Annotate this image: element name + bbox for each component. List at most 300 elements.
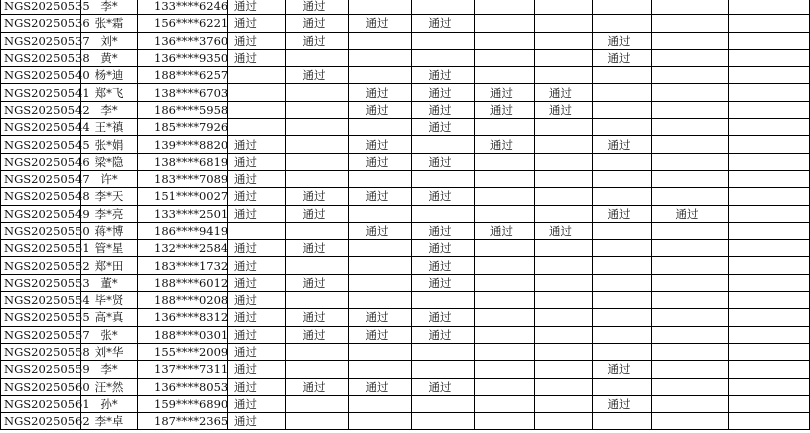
applicant-id-cell: NGS20250559	[1, 361, 81, 378]
result-cell-6	[535, 395, 593, 412]
result-cell-6	[535, 378, 593, 395]
applicant-name-cell: 梁*隐	[81, 153, 138, 170]
result-cell-2: 通过	[286, 378, 349, 395]
result-cell-4: 通过	[412, 378, 475, 395]
result-cell-9	[729, 188, 810, 205]
result-cell-9	[729, 84, 810, 101]
result-cell-1: 通过	[228, 170, 286, 187]
result-cell-9	[729, 32, 810, 49]
result-cell-7	[593, 240, 652, 257]
result-cell-9	[729, 222, 810, 239]
result-cell-7	[593, 378, 652, 395]
result-cell-7: 通过	[593, 205, 652, 222]
applicant-name-cell: 李*亮	[81, 205, 138, 222]
result-cell-7	[593, 84, 652, 101]
applicant-name-cell: 汪*然	[81, 378, 138, 395]
table-row	[1, 222, 810, 239]
phone-cell: 136****8312	[138, 309, 228, 326]
result-cell-8	[652, 101, 729, 118]
result-cell-8	[652, 361, 729, 378]
phone-cell: 187****2365	[138, 413, 228, 430]
result-cell-6	[535, 413, 593, 430]
phone-cell: 183****7089	[138, 170, 228, 187]
result-cell-4	[412, 0, 475, 15]
result-cell-4: 通过	[412, 188, 475, 205]
result-cell-7	[593, 15, 652, 32]
result-cell-2	[286, 119, 349, 136]
result-cell-9	[729, 240, 810, 257]
applicant-id-cell: NGS20250544	[1, 119, 81, 136]
result-cell-8	[652, 119, 729, 136]
result-cell-8	[652, 240, 729, 257]
result-cell-9	[729, 413, 810, 430]
result-cell-7: 通过	[593, 395, 652, 412]
result-cell-5: 通过	[475, 101, 535, 118]
result-cell-7	[593, 153, 652, 170]
result-cell-5	[475, 413, 535, 430]
result-cell-9	[729, 378, 810, 395]
result-cell-2: 通过	[286, 67, 349, 84]
result-cell-4: 通过	[412, 222, 475, 239]
result-cell-3	[349, 49, 412, 66]
applicant-id-cell: NGS20250549	[1, 205, 81, 222]
result-cell-8	[652, 257, 729, 274]
result-cell-6	[535, 188, 593, 205]
result-cell-1: 通过	[228, 240, 286, 257]
result-cell-2	[286, 49, 349, 66]
result-cell-3: 通过	[349, 15, 412, 32]
applicant-name-cell: 李*卓	[81, 413, 138, 430]
applicant-name-cell: 孙*	[81, 395, 138, 412]
result-cell-5	[475, 274, 535, 291]
result-cell-8	[652, 0, 729, 15]
result-cell-7	[593, 413, 652, 430]
applicant-name-cell: 郑*飞	[81, 84, 138, 101]
result-cell-9	[729, 136, 810, 153]
result-cell-2: 通过	[286, 188, 349, 205]
phone-cell: 188****6257	[138, 67, 228, 84]
applicant-id-cell: NGS20250551	[1, 240, 81, 257]
result-cell-1: 通过	[228, 153, 286, 170]
result-cell-9	[729, 395, 810, 412]
result-cell-2	[286, 395, 349, 412]
applicant-name-cell: 蒋*博	[81, 222, 138, 239]
result-cell-7	[593, 67, 652, 84]
result-cell-8	[652, 378, 729, 395]
result-cell-6	[535, 205, 593, 222]
applicant-id-cell: NGS20250537	[1, 32, 81, 49]
phone-cell: 188****0301	[138, 326, 228, 343]
result-cell-7	[593, 257, 652, 274]
result-cell-4: 通过	[412, 101, 475, 118]
result-cell-9	[729, 343, 810, 360]
result-cell-9	[729, 292, 810, 309]
result-cell-4	[412, 343, 475, 360]
result-cell-3: 通过	[349, 378, 412, 395]
table-row	[1, 343, 810, 360]
result-cell-4: 通过	[412, 119, 475, 136]
result-cell-7	[593, 170, 652, 187]
result-cell-5	[475, 257, 535, 274]
result-cell-8	[652, 153, 729, 170]
result-cell-6: 通过	[535, 101, 593, 118]
result-cell-5	[475, 153, 535, 170]
phone-cell: 186****9419	[138, 222, 228, 239]
phone-cell: 188****0208	[138, 292, 228, 309]
result-cell-5	[475, 309, 535, 326]
phone-cell: 136****8053	[138, 378, 228, 395]
result-cell-8	[652, 170, 729, 187]
applicant-id-cell: NGS20250555	[1, 309, 81, 326]
result-cell-6	[535, 0, 593, 15]
applicant-name-cell: 王*禛	[81, 119, 138, 136]
result-cell-2	[286, 257, 349, 274]
result-cell-7: 通过	[593, 49, 652, 66]
applicant-name-cell: 李*	[81, 361, 138, 378]
result-cell-4	[412, 170, 475, 187]
phone-cell: 138****6819	[138, 153, 228, 170]
applicant-name-cell: 许*	[81, 170, 138, 187]
table-row	[1, 309, 810, 326]
phone-cell: 185****7926	[138, 119, 228, 136]
result-cell-3: 通过	[349, 84, 412, 101]
result-cell-8	[652, 292, 729, 309]
result-cell-5	[475, 205, 535, 222]
table-row	[1, 67, 810, 84]
result-cell-8	[652, 222, 729, 239]
applicant-id-cell: NGS20250550	[1, 222, 81, 239]
result-cell-9	[729, 170, 810, 187]
result-cell-3	[349, 240, 412, 257]
result-cell-8	[652, 309, 729, 326]
result-cell-3	[349, 119, 412, 136]
applicant-name-cell: 张*娟	[81, 136, 138, 153]
table-row	[1, 136, 810, 153]
result-cell-2: 通过	[286, 274, 349, 291]
result-cell-7	[593, 343, 652, 360]
phone-cell: 133****6246	[138, 0, 228, 15]
result-cell-3	[349, 292, 412, 309]
result-cell-7	[593, 101, 652, 118]
result-cell-3: 通过	[349, 326, 412, 343]
result-cell-2	[286, 222, 349, 239]
result-cell-1: 通过	[228, 395, 286, 412]
phone-cell: 133****2501	[138, 205, 228, 222]
phone-cell: 151****0027	[138, 188, 228, 205]
applicant-name-cell: 刘*	[81, 32, 138, 49]
result-cell-2	[286, 343, 349, 360]
result-cell-2	[286, 84, 349, 101]
result-cell-3: 通过	[349, 188, 412, 205]
phone-cell: 137****7311	[138, 361, 228, 378]
result-cell-1	[228, 222, 286, 239]
result-cell-1: 通过	[228, 257, 286, 274]
result-cell-7	[593, 309, 652, 326]
result-cell-2: 通过	[286, 326, 349, 343]
result-cell-5	[475, 378, 535, 395]
result-cell-8	[652, 136, 729, 153]
result-cell-7	[593, 0, 652, 15]
result-cell-3: 通过	[349, 136, 412, 153]
applicant-name-cell: 李*	[81, 0, 138, 15]
result-cell-5	[475, 361, 535, 378]
applicant-name-cell: 李*	[81, 101, 138, 118]
result-cell-9	[729, 361, 810, 378]
result-cell-4	[412, 32, 475, 49]
applicant-id-cell: NGS20250535	[1, 0, 81, 15]
result-cell-4	[412, 361, 475, 378]
result-cell-2	[286, 153, 349, 170]
result-cell-4: 通过	[412, 15, 475, 32]
result-cell-1: 通过	[228, 343, 286, 360]
table-row	[1, 205, 810, 222]
table-row	[1, 49, 810, 66]
table-row	[1, 84, 810, 101]
result-cell-2	[286, 170, 349, 187]
result-cell-8	[652, 15, 729, 32]
result-cell-5	[475, 49, 535, 66]
result-cell-2: 通过	[286, 309, 349, 326]
applicant-id-cell: NGS20250538	[1, 49, 81, 66]
result-cell-2: 通过	[286, 0, 349, 15]
result-cell-6: 通过	[535, 84, 593, 101]
result-cell-4: 通过	[412, 274, 475, 291]
applicant-id-cell: NGS20250536	[1, 15, 81, 32]
phone-cell: 138****6703	[138, 84, 228, 101]
result-cell-6	[535, 309, 593, 326]
applicant-id-cell: NGS20250554	[1, 292, 81, 309]
table-row	[1, 32, 810, 49]
result-cell-6	[535, 292, 593, 309]
result-cell-9	[729, 119, 810, 136]
applicant-name-cell: 张*霜	[81, 15, 138, 32]
result-cell-6	[535, 32, 593, 49]
applicant-name-cell: 杨*迪	[81, 67, 138, 84]
result-cell-1	[228, 67, 286, 84]
table-row	[1, 153, 810, 170]
applicant-id-cell: NGS20250548	[1, 188, 81, 205]
result-cell-2: 通过	[286, 240, 349, 257]
result-cell-1: 通过	[228, 378, 286, 395]
result-cell-9	[729, 257, 810, 274]
applicant-id-cell: NGS20250545	[1, 136, 81, 153]
result-cell-3: 通过	[349, 101, 412, 118]
table-row	[1, 395, 810, 412]
result-cell-4: 通过	[412, 309, 475, 326]
result-cell-2	[286, 292, 349, 309]
result-cell-9	[729, 67, 810, 84]
result-cell-8	[652, 188, 729, 205]
applicant-id-cell: NGS20250561	[1, 395, 81, 412]
table-row	[1, 15, 810, 32]
result-cell-2	[286, 413, 349, 430]
table-row	[1, 292, 810, 309]
result-cell-4: 通过	[412, 67, 475, 84]
applicant-name-cell: 黄*	[81, 49, 138, 66]
result-cell-5	[475, 343, 535, 360]
result-cell-6	[535, 343, 593, 360]
result-cell-9	[729, 0, 810, 15]
result-cell-5	[475, 326, 535, 343]
result-cell-5	[475, 0, 535, 15]
result-cell-6	[535, 67, 593, 84]
applicant-name-cell: 张*	[81, 326, 138, 343]
result-cell-3: 通过	[349, 153, 412, 170]
result-cell-7	[593, 119, 652, 136]
table-row	[1, 413, 810, 430]
result-cell-7	[593, 326, 652, 343]
result-cell-2	[286, 361, 349, 378]
result-cell-3: 通过	[349, 309, 412, 326]
result-cell-4	[412, 395, 475, 412]
result-cell-6	[535, 274, 593, 291]
phone-cell: 159****6890	[138, 395, 228, 412]
result-cell-6	[535, 153, 593, 170]
result-cell-2: 通过	[286, 15, 349, 32]
result-cell-3	[349, 205, 412, 222]
result-cell-1: 通过	[228, 361, 286, 378]
result-cell-8: 通过	[652, 205, 729, 222]
result-cell-2	[286, 136, 349, 153]
result-cell-7: 通过	[593, 136, 652, 153]
result-cell-5	[475, 15, 535, 32]
result-cell-4: 通过	[412, 84, 475, 101]
result-cell-1: 通过	[228, 292, 286, 309]
applicant-name-cell: 郑*田	[81, 257, 138, 274]
result-cell-9	[729, 101, 810, 118]
phone-cell: 155****2009	[138, 343, 228, 360]
table-row	[1, 361, 810, 378]
phone-cell: 156****6221	[138, 15, 228, 32]
applicant-id-cell: NGS20250562	[1, 413, 81, 430]
result-cell-9	[729, 15, 810, 32]
result-cell-5	[475, 170, 535, 187]
result-cell-8	[652, 84, 729, 101]
result-cell-4	[412, 205, 475, 222]
applicant-id-cell: NGS20250557	[1, 326, 81, 343]
result-cell-4: 通过	[412, 153, 475, 170]
result-cell-1	[228, 101, 286, 118]
table-row	[1, 274, 810, 291]
result-cell-6	[535, 361, 593, 378]
applicant-name-cell: 李*天	[81, 188, 138, 205]
result-cell-8	[652, 32, 729, 49]
phone-cell: 188****6012	[138, 274, 228, 291]
result-cell-5	[475, 119, 535, 136]
result-cell-9	[729, 205, 810, 222]
result-cell-1	[228, 119, 286, 136]
result-cell-1: 通过	[228, 274, 286, 291]
result-cell-1: 通过	[228, 413, 286, 430]
result-cell-3: 通过	[349, 222, 412, 239]
result-cell-4	[412, 49, 475, 66]
result-cell-3	[349, 274, 412, 291]
phone-cell: 139****8820	[138, 136, 228, 153]
result-cell-6: 通过	[535, 222, 593, 239]
phone-cell: 183****1732	[138, 257, 228, 274]
result-cell-1: 通过	[228, 0, 286, 15]
result-cell-4: 通过	[412, 240, 475, 257]
result-cell-5: 通过	[475, 136, 535, 153]
applicant-id-cell: NGS20250553	[1, 274, 81, 291]
result-cell-6	[535, 136, 593, 153]
result-cell-6	[535, 257, 593, 274]
result-cell-3	[349, 0, 412, 15]
applicant-id-cell: NGS20250540	[1, 67, 81, 84]
applicant-name-cell: 董*	[81, 274, 138, 291]
result-cell-6	[535, 326, 593, 343]
table-row	[1, 326, 810, 343]
applicant-id-cell: NGS20250552	[1, 257, 81, 274]
result-cell-1: 通过	[228, 136, 286, 153]
result-cell-4	[412, 136, 475, 153]
table-row	[1, 170, 810, 187]
result-cell-5	[475, 188, 535, 205]
result-cell-3	[349, 395, 412, 412]
phone-cell: 132****2584	[138, 240, 228, 257]
applicant-id-cell: NGS20250547	[1, 170, 81, 187]
result-cell-8	[652, 67, 729, 84]
result-cell-9	[729, 274, 810, 291]
result-cell-6	[535, 49, 593, 66]
applicant-name-cell: 高*真	[81, 309, 138, 326]
table-row	[1, 240, 810, 257]
result-cell-7	[593, 222, 652, 239]
applicant-id-cell: NGS20250541	[1, 84, 81, 101]
table-row	[1, 101, 810, 118]
table-row	[1, 378, 810, 395]
result-cell-8	[652, 49, 729, 66]
result-cell-6	[535, 170, 593, 187]
result-cell-1: 通过	[228, 49, 286, 66]
result-cell-1: 通过	[228, 205, 286, 222]
result-cell-9	[729, 49, 810, 66]
result-cell-3	[349, 32, 412, 49]
result-cell-8	[652, 413, 729, 430]
table-body	[1, 0, 810, 430]
result-cell-5: 通过	[475, 222, 535, 239]
result-cell-2: 通过	[286, 32, 349, 49]
phone-cell: 136****3760	[138, 32, 228, 49]
result-cell-4	[412, 292, 475, 309]
applicant-id-cell: NGS20250558	[1, 343, 81, 360]
result-cell-9	[729, 326, 810, 343]
result-cell-7: 通过	[593, 32, 652, 49]
table-row	[1, 257, 810, 274]
result-cell-7	[593, 274, 652, 291]
table-row	[1, 188, 810, 205]
phone-cell: 186****5958	[138, 101, 228, 118]
result-cell-9	[729, 153, 810, 170]
result-cell-2: 通过	[286, 205, 349, 222]
result-cell-4	[412, 413, 475, 430]
result-cell-2	[286, 101, 349, 118]
table-row	[1, 119, 810, 136]
result-cell-3	[349, 361, 412, 378]
result-cell-6	[535, 15, 593, 32]
result-cell-6	[535, 119, 593, 136]
result-cell-5	[475, 240, 535, 257]
result-cell-1: 通过	[228, 188, 286, 205]
result-cell-8	[652, 274, 729, 291]
result-cell-5	[475, 32, 535, 49]
result-cell-3	[349, 343, 412, 360]
result-cell-3	[349, 170, 412, 187]
result-cell-5: 通过	[475, 84, 535, 101]
result-cell-5	[475, 395, 535, 412]
result-cell-8	[652, 343, 729, 360]
applicant-id-cell: NGS20250546	[1, 153, 81, 170]
